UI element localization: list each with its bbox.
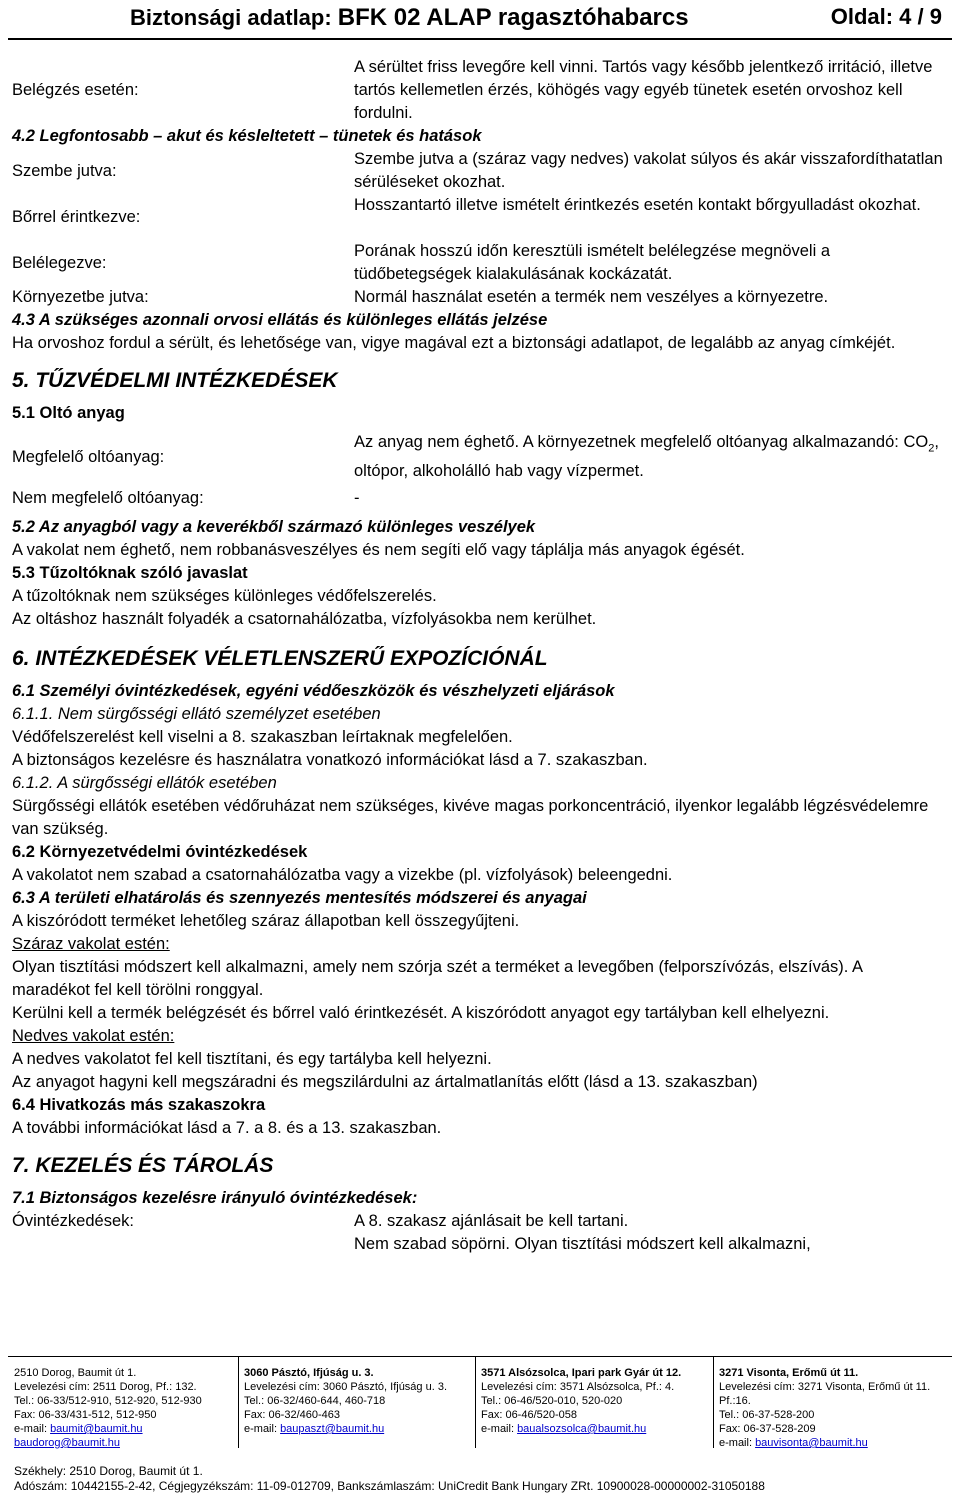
header-rule: [8, 38, 952, 40]
symptom-label: Belélegezve:: [12, 253, 107, 272]
section-6-3-text: A kiszóródott terméket lehetőleg száraz állapotban kell összegyűjteni.: [12, 912, 520, 931]
site-phone: Tel.: 06-37-528-200: [719, 1409, 815, 1421]
site-mail-address: Levelezési cím: 3571 Alsózsolca, Pf.: 4.: [481, 1381, 675, 1393]
section-5-heading: 5. TŰZVÉDELMI INTÉZKEDÉSEK: [12, 369, 338, 392]
email-link[interactable]: baumit@baumit.hu: [50, 1423, 143, 1435]
section-4-2-heading: 4.2 Legfontosabb – akut és késleltetett – tünetek és hatások: [12, 127, 482, 145]
co2-subscript: 2: [928, 442, 935, 455]
site-fax: Fax: 06-32/460-463: [244, 1409, 341, 1421]
site-fax: Fax: 06-46/520-058: [481, 1409, 578, 1421]
footer-rule: [8, 1356, 952, 1357]
site-phone: Tel.: 06-33/512-910, 512-920, 512-930: [14, 1395, 202, 1407]
email-link[interactable]: baupaszt@baumit.hu: [280, 1423, 385, 1435]
email-prefix: e-mail:: [719, 1437, 756, 1449]
first-aid-inhalation-row: [12, 56, 944, 125]
section-5-3-heading: 5.3 Tűzoltóknak szóló javaslat: [12, 564, 248, 583]
page-number: Oldal: 4 / 9: [830, 4, 942, 29]
footer-divider: [713, 1356, 714, 1448]
section-6-3-heading: 6.3 A területi elhatárolás és szennyezés mentesítés módszerei és anyagai: [12, 889, 587, 908]
site-fax: Fax: 06-33/431-512, 512-950: [14, 1409, 157, 1421]
headquarters-address: Székhely: 2510 Dorog, Baumit út 1.: [14, 1464, 203, 1478]
dry-plaster-text-2: Kerülni kell a termék belégzését és bőrrel való érintkezését. A kiszóródott anyagot egy tartályban kell elhelyezni.: [12, 1004, 830, 1023]
footer-site-alsozsolca: [481, 1366, 707, 1436]
email-prefix: e-mail:: [481, 1423, 518, 1435]
email-link[interactable]: baualsozsolca@baumit.hu: [517, 1423, 647, 1435]
site-phone: Tel.: 06-32/460-644, 460-718: [244, 1395, 386, 1407]
symptom-row-skin: [12, 194, 944, 240]
site-mail-address: Levelezési cím: 3271 Visonta, Erőmű út 11. Pf.:16.: [719, 1381, 931, 1407]
symptom-text: Porának hosszú időn keresztüli ismételt belélegzése megnöveli a tüdőbetegségek kialakulásának kockázatát.: [354, 242, 831, 283]
email-prefix: e-mail:: [14, 1423, 51, 1435]
section-5-3-text-1: A tűzoltóknak nem szükséges különleges védőfelszerelés.: [12, 587, 437, 606]
precaution-text-2: Nem szabad söpörni. Olyan tisztítási módszert kell alkalmazni,: [354, 1235, 811, 1254]
symptom-row-environment: [12, 286, 944, 309]
section-5-3-text-2: Az oltáshoz használt folyadék a csatornahálózatba, vízfolyásokba nem kerülhet.: [12, 610, 597, 629]
extinguisher-suitable-row: [12, 431, 944, 483]
site-email-line: [481, 1422, 707, 1436]
site-address: 3571 Alsózsolca, Ipari park Gyár út 12.: [481, 1367, 682, 1379]
email-prefix: e-mail:: [244, 1423, 281, 1435]
precaution-text: [354, 1210, 944, 1256]
unsuitable-text: -: [354, 489, 360, 508]
footer-headquarters: [14, 1464, 954, 1494]
site-email-line: [244, 1422, 470, 1436]
company-registration: Adószám: 10442155-2-42, Cégjegyzékszám: 11-09-012709, Bankszámlaszám: UniCredit Bank Hungary ZRt. 10900028-00000002-31050188: [14, 1479, 765, 1493]
page-header: [0, 0, 960, 40]
extinguisher-unsuitable-row: [12, 487, 944, 510]
site-fax: Fax: 06-37-528-209: [719, 1423, 816, 1435]
site-address: 2510 Dorog, Baumit út 1.: [14, 1367, 137, 1379]
inhalation-text: A sérültet friss levegőre kell vinni. Tartós vagy később jelentkező irritáció, illetve tartós kellemetlen érzés, köhögés vagy egyéb tünetek esetén orvoshoz kell fordulni.: [354, 58, 933, 122]
site-phone: Tel.: 06-46/520-010, 520-020: [481, 1395, 623, 1407]
document-title: [130, 4, 689, 32]
section-6-4-text: A további információkat lásd a 7. a 8. és a 13. szakaszban.: [12, 1119, 442, 1138]
wet-plaster-text-2: Az anyagot hagyni kell megszáradni és megszilárdulni az ártalmatlanítás előtt (lásd a 13. szakaszban): [12, 1073, 758, 1092]
symptom-label: Szembe jutva:: [12, 161, 117, 180]
section-7-heading: 7. KEZELÉS ÉS TÁROLÁS: [12, 1154, 274, 1178]
symptom-text: Szembe jutva a (száraz vagy nedves) vakolat súlyos és akár visszafordíthatatlan sérüléseket okozhat.: [354, 150, 943, 191]
suitable-label: Megfelelő oltóanyag:: [12, 447, 165, 466]
footer-site-visonta: [719, 1366, 951, 1450]
footer-divider: [238, 1356, 239, 1448]
symptom-label: Bőrrel érintkezve:: [12, 207, 141, 226]
section-6-1-2-heading: 6.1.2. A sürgősségi ellátók esetében: [12, 774, 277, 793]
section-6-1-2-text: Sürgősségi ellátók esetében védőruházat nem szükséges, kivéve magas porkoncentráció, ilyenkor legalább légzésvédelemre van szükség.: [12, 797, 929, 839]
email-link[interactable]: bauvisonta@baumit.hu: [755, 1437, 868, 1449]
symptom-label: Környezetbe jutva:: [12, 288, 149, 306]
precaution-label: Óvintézkedések:: [12, 1212, 134, 1231]
section-4-3-heading: 4.3 A szükséges azonnali orvosi ellátás és különleges ellátás jelzése: [12, 311, 548, 329]
section-6-1-1-heading: 6.1.1. Nem sürgősségi ellátó személyzet esetében: [12, 705, 381, 724]
symptom-row-inhaled: [12, 240, 944, 286]
inhalation-label: Belégzés esetén:: [12, 81, 139, 99]
dry-plaster-label: Száraz vakolat estén:: [12, 935, 170, 954]
section-5-1-heading: 5.1 Oltó anyag: [12, 404, 125, 422]
site-address: 3060 Pásztó, Ifjúság u. 3.: [244, 1367, 374, 1379]
section-6-heading: 6. INTÉZKEDÉSEK VÉLETLENSZERŰ EXPOZÍCIÓNÁL: [12, 647, 548, 671]
email-link[interactable]: baudorog@baumit.hu: [14, 1437, 120, 1449]
precaution-row: [12, 1210, 944, 1256]
wet-plaster-label: Nedves vakolat estén:: [12, 1027, 175, 1046]
symptom-row-eyes: [12, 148, 944, 194]
section-7-1-heading: 7.1 Biztonságos kezelésre irányuló óvintézkedések:: [12, 1189, 418, 1208]
section-6-1-1-text-2: A biztonságos kezelésre és használatra vonatkozó információkat lásd a 7. szakaszban.: [12, 751, 648, 770]
product-name: BFK 02 ALAP ragasztóhabarcs: [337, 4, 689, 31]
document-body: [12, 56, 944, 1256]
symptom-text: Normál használat esetén a termék nem veszélyes a környezetre.: [354, 288, 829, 306]
section-6-1-1-text-1: Védőfelszerelést kell viselni a 8. szakaszban leírtaknak megfelelően.: [12, 728, 513, 747]
site-address: 3271 Visonta, Erőmű út 11.: [719, 1367, 859, 1379]
site-email-line: [719, 1436, 951, 1450]
site-mail-address: Levelezési cím: 2511 Dorog, Pf.: 132.: [14, 1381, 197, 1393]
page-footer: [0, 1350, 960, 1504]
section-6-1-heading: 6.1 Személyi óvintézkedések, egyéni védőeszközök és vészhelyzeti eljárások: [12, 682, 615, 701]
section-6-4-heading: 6.4 Hivatkozás más szakaszokra: [12, 1096, 266, 1115]
suitable-text-a: Az anyag nem éghető. A környezetnek megfelelő oltóanyag alkalmazandó: CO: [354, 433, 929, 451]
suitable-text-b: , oltópor, alkoholálló hab vagy vízpermet.: [354, 433, 939, 481]
precaution-text-1: A 8. szakasz ajánlásait be kell tartani.: [354, 1212, 629, 1231]
section-6-2-text: A vakolatot nem szabad a csatornahálózatba vagy a vizekbe (pl. vízfolyások) beleengedni.: [12, 866, 673, 885]
section-5-2-heading: 5.2 Az anyagból vagy a keverékből származó különleges veszélyek: [12, 518, 536, 537]
symptom-text: Hosszantartó illetve ismételt érintkezés esetén kontakt bőrgyulladást okozhat.: [354, 196, 921, 214]
section-5-2-text: A vakolat nem éghető, nem robbanásveszélyes és nem segíti elő vagy táplálja más anyagok égését.: [12, 541, 745, 560]
suitable-text: [354, 431, 944, 483]
section-6-2-heading: 6.2 Környezetvédelmi óvintézkedések: [12, 843, 308, 862]
title-prefix: Biztonsági adatlap:: [130, 5, 338, 30]
footer-site-paszto: [244, 1366, 470, 1436]
dry-plaster-text-1: Olyan tisztítási módszert kell alkalmazni, amely nem szórja szét a terméket a levegőben (felporszívózás, elszívás). A maradékot fel kell törölni ronggyal.: [12, 958, 863, 1000]
unsuitable-label: Nem megfelelő oltóanyag:: [12, 489, 204, 508]
site-mail-address: Levelezési cím: 3060 Pásztó, Ifjúság u. 3.: [244, 1381, 448, 1393]
footer-site-dorog: [14, 1366, 236, 1450]
section-4-3-text: Ha orvoshoz fordul a sérült, és lehetősége van, vigye magával ezt a biztonsági adatlapot, de legalább az anyag címkéjét.: [12, 334, 896, 352]
site-email-line: [14, 1422, 236, 1436]
wet-plaster-text-1: A nedves vakolatot fel kell tisztítani, és egy tartályba kell helyezni.: [12, 1050, 492, 1069]
footer-divider: [475, 1356, 476, 1448]
